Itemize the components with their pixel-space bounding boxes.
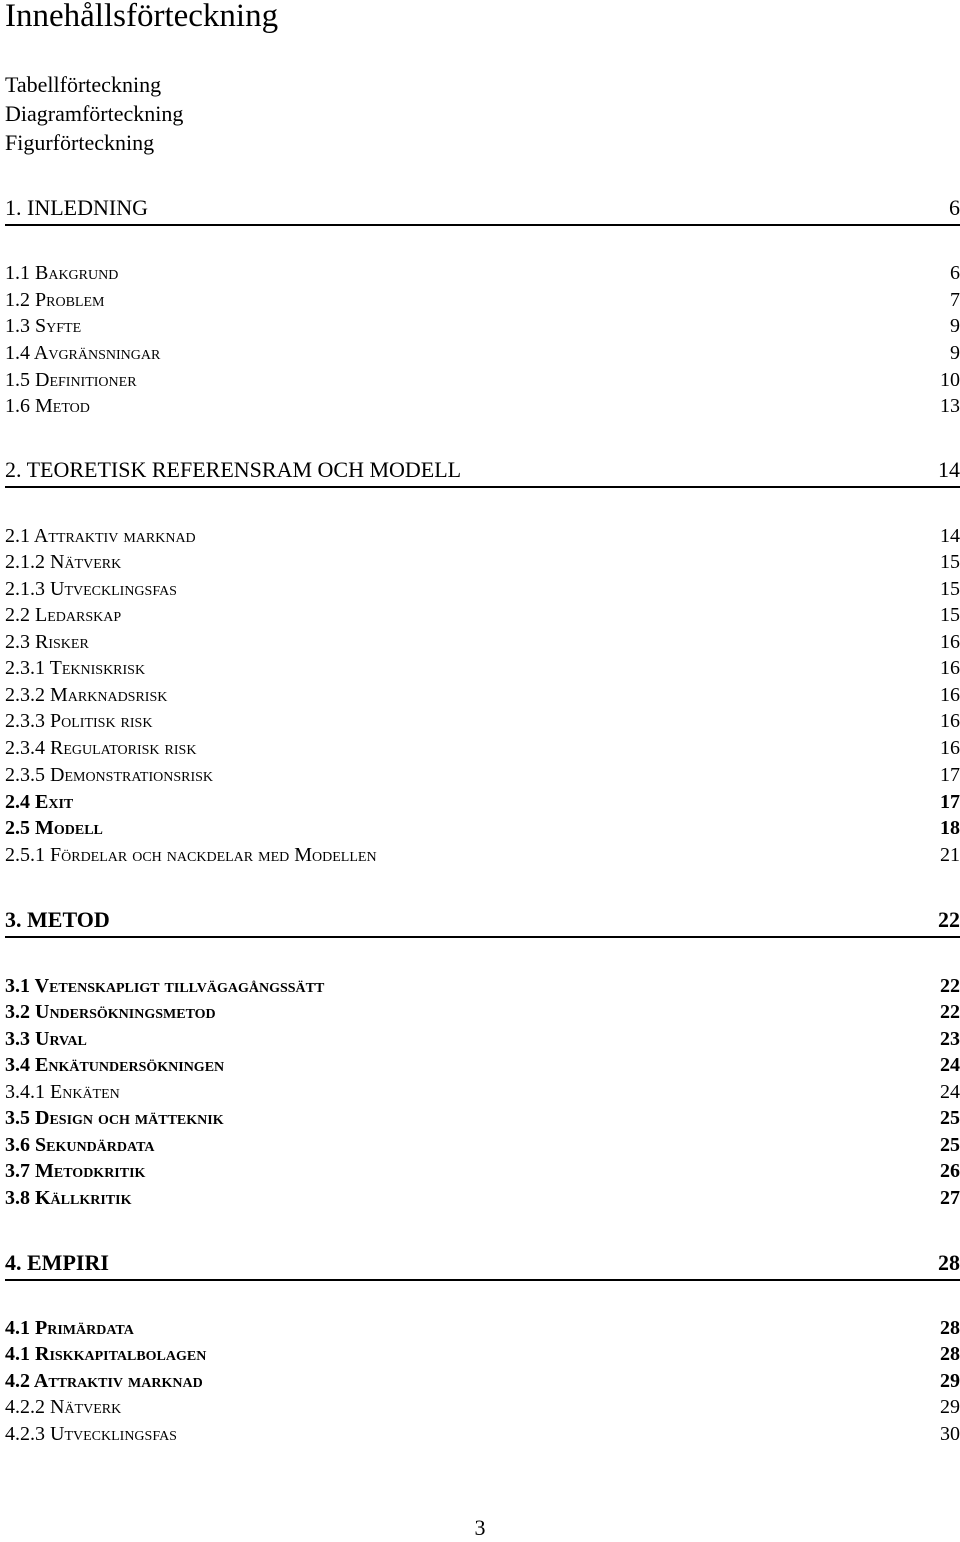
pre-item[interactable]: Figurförteckning <box>5 130 155 155</box>
toc-section-row[interactable] <box>5 1341 960 1367</box>
toc-entry-page: 16 <box>940 737 960 759</box>
toc-entry-label: 4. EMPIRI <box>5 1250 109 1275</box>
toc-section-row[interactable] <box>5 682 960 708</box>
toc-entry-page: 9 <box>950 342 960 364</box>
toc-entry-page: 16 <box>940 710 960 732</box>
toc-section-row[interactable] <box>5 260 960 286</box>
page-title: Innehållsförteckning <box>5 0 279 34</box>
toc-section-row[interactable] <box>5 1368 960 1394</box>
toc-section-row[interactable] <box>5 842 960 868</box>
toc-section-row[interactable] <box>5 789 960 815</box>
toc-entry-label: 2.5.1 Fördelar och nackdelar med Modellen <box>5 844 377 866</box>
toc-section-row[interactable] <box>5 1052 960 1078</box>
toc-chapter-row[interactable] <box>5 194 960 226</box>
toc-section-row[interactable] <box>5 1079 960 1105</box>
toc-entry-page: 7 <box>950 289 960 311</box>
toc-entry-page: 10 <box>940 369 960 391</box>
toc-section-row[interactable] <box>5 815 960 841</box>
toc-section-row[interactable] <box>5 1315 960 1341</box>
toc-section-row[interactable] <box>5 1105 960 1131</box>
toc-entry-label: 2.3.2 Marknadsrisk <box>5 684 168 706</box>
toc-entry-label: 1. INLEDNING <box>5 195 148 220</box>
toc-entry-label: 4.2.2 Nätverk <box>5 1396 122 1418</box>
toc-entry-page: 17 <box>940 791 960 813</box>
toc-entry-label: 3.2 Undersökningsmetod <box>5 1001 216 1023</box>
toc-entry-page: 27 <box>940 1187 960 1209</box>
toc-entry-label: 3.3 Urval <box>5 1028 87 1050</box>
toc-entry-label: 2. TEORETISK REFERENSRAM OCH MODELL <box>5 457 462 482</box>
toc-entry-page: 16 <box>940 631 960 653</box>
toc-entry-label: 4.2 Attraktiv marknad <box>5 1370 203 1392</box>
toc-entry-label: 2.1.3 Utvecklingsfas <box>5 578 177 600</box>
toc-section-row[interactable] <box>5 999 960 1025</box>
pre-item[interactable]: Tabellförteckning <box>5 72 162 97</box>
pre-item[interactable]: Diagramförteckning <box>5 101 184 126</box>
toc-section-row[interactable] <box>5 393 960 419</box>
toc-entry-page: 6 <box>950 262 960 284</box>
toc-entry-page: 14 <box>938 457 960 482</box>
toc-section-row[interactable] <box>5 1185 960 1211</box>
toc-section-row[interactable] <box>5 367 960 393</box>
toc-section-row[interactable] <box>5 313 960 339</box>
toc-entry-label: 2.1 Attraktiv marknad <box>5 525 196 547</box>
toc-entry-label: 2.4 Exit <box>5 791 74 813</box>
toc-chapter-row[interactable] <box>5 1249 960 1281</box>
toc-entry-page: 13 <box>940 395 960 417</box>
toc-section-row[interactable] <box>5 549 960 575</box>
toc-chapter-row[interactable] <box>5 906 960 938</box>
toc-entry-page: 28 <box>938 1250 960 1275</box>
toc-entry-label: 2.3 Risker <box>5 631 89 653</box>
toc-entry-page: 29 <box>940 1370 960 1392</box>
toc-entry-label: 1.3 Syfte <box>5 315 82 337</box>
toc-entry-label: 2.5 Modell <box>5 817 103 839</box>
toc-entry-page: 16 <box>940 657 960 679</box>
toc-entry-label: 3.4.1 Enkäten <box>5 1081 120 1103</box>
toc-section-row[interactable] <box>5 973 960 999</box>
toc-entry-label: 2.2 Ledarskap <box>5 604 122 626</box>
toc-entry-label: 2.1.2 Nätverk <box>5 551 122 573</box>
toc-entry-label: 4.1 Riskkapitalbolagen <box>5 1343 207 1365</box>
toc-section-row[interactable] <box>5 629 960 655</box>
toc-entry-label: 3.6 Sekundärdata <box>5 1134 155 1156</box>
toc-section-row[interactable] <box>5 735 960 761</box>
toc-entry-label: 3.5 Design och mätteknik <box>5 1107 224 1129</box>
toc-entry-label: 2.3.5 Demonstrationsrisk <box>5 764 214 786</box>
toc-section-row[interactable] <box>5 762 960 788</box>
toc-entry-label: 1.1 Bakgrund <box>5 262 119 284</box>
toc-entry-label: 3.1 Vetenskapligt tillvägagångssätt <box>5 975 325 997</box>
toc-entry-page: 15 <box>940 604 960 626</box>
toc-entry-label: 2.3.1 Tekniskrisk <box>5 657 146 679</box>
toc-entry-page: 22 <box>940 975 960 997</box>
toc-section-row[interactable] <box>5 1158 960 1184</box>
toc-entry-label: 2.3.3 Politisk risk <box>5 710 153 732</box>
toc-chapter-row[interactable] <box>5 456 960 488</box>
toc-entry-page: 28 <box>940 1317 960 1339</box>
toc-section-row[interactable] <box>5 1394 960 1420</box>
toc-entry-page: 21 <box>940 844 960 866</box>
toc-section-row[interactable] <box>5 655 960 681</box>
toc-entry-label: 4.1 Primärdata <box>5 1317 134 1339</box>
toc-entry-page: 17 <box>940 764 960 786</box>
toc-entry-page: 22 <box>940 1001 960 1023</box>
toc-section-row[interactable] <box>5 708 960 734</box>
toc-section-row[interactable] <box>5 287 960 313</box>
toc-entry-label: 4.2.3 Utvecklingsfas <box>5 1423 177 1445</box>
toc-entry-label: 2.3.4 Regulatorisk risk <box>5 737 197 759</box>
toc-section-row[interactable] <box>5 1421 960 1447</box>
toc-entry-page: 14 <box>940 525 960 547</box>
toc-entry-page: 30 <box>940 1423 960 1445</box>
toc-entry-page: 24 <box>940 1054 960 1076</box>
toc-entry-page: 25 <box>940 1134 960 1156</box>
toc-entry-page: 25 <box>940 1107 960 1129</box>
toc-entry-label: 1.4 Avgränsningar <box>5 342 161 364</box>
toc-entry-label: 3.8 Källkritik <box>5 1187 132 1209</box>
page-number: 3 <box>474 1515 486 1540</box>
toc-entry-page: 6 <box>949 195 960 220</box>
toc-entry-page: 29 <box>940 1396 960 1418</box>
toc-entry-label: 1.2 Problem <box>5 289 105 311</box>
toc-section-row[interactable] <box>5 602 960 628</box>
toc-entry-page: 26 <box>940 1160 960 1182</box>
toc-entry-label: 3.4 Enkätundersökningen <box>5 1054 225 1076</box>
toc-entry-label: 3. METOD <box>5 907 110 932</box>
toc-entry-page: 9 <box>950 315 960 337</box>
toc-entry-page: 16 <box>940 684 960 706</box>
toc-entry-label: 3.7 Metodkritik <box>5 1160 146 1182</box>
toc-entry-page: 15 <box>940 578 960 600</box>
toc-entry-label: 1.6 Metod <box>5 395 90 417</box>
toc-entry-page: 23 <box>940 1028 960 1050</box>
toc-section-row[interactable] <box>5 340 960 366</box>
toc-entry-page: 28 <box>940 1343 960 1365</box>
toc-entry-page: 15 <box>940 551 960 573</box>
toc-section-row[interactable] <box>5 576 960 602</box>
toc-section-row[interactable] <box>5 1132 960 1158</box>
toc-section-row[interactable] <box>5 1026 960 1052</box>
toc-entry-label: 1.5 Definitioner <box>5 369 137 391</box>
toc-section-row[interactable] <box>5 523 960 549</box>
toc-entry-page: 18 <box>940 817 960 839</box>
toc-entry-page: 24 <box>940 1081 960 1103</box>
toc-entry-page: 22 <box>938 907 960 932</box>
